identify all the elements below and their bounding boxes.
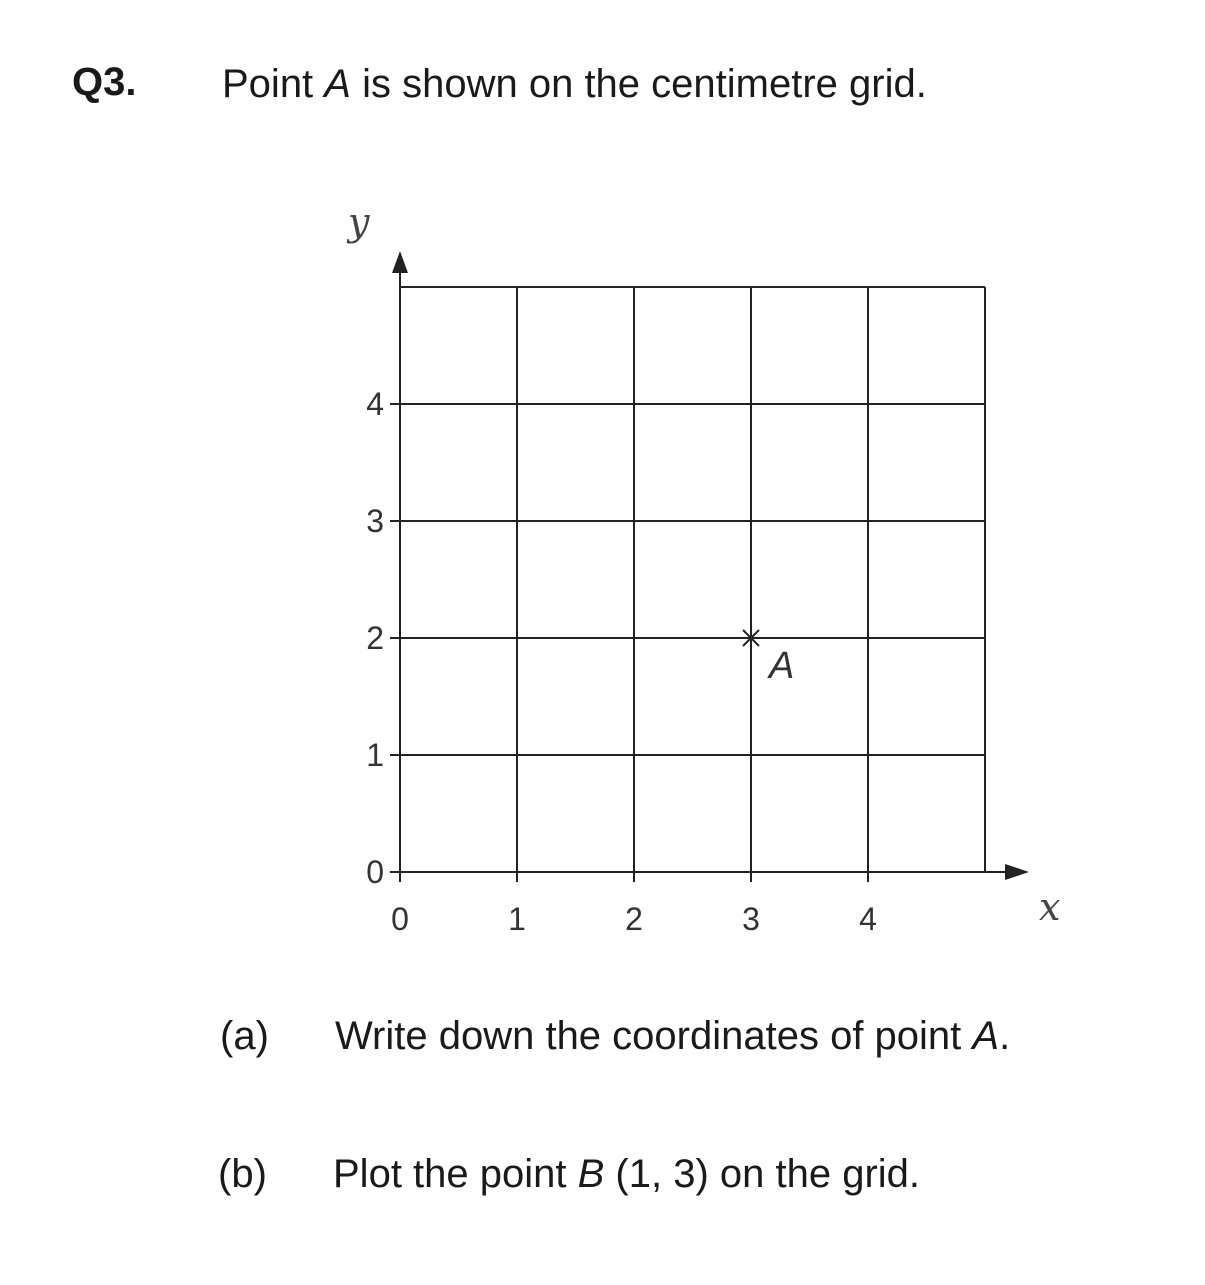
- question-text-before: Point: [222, 62, 325, 106]
- y-tick-label-3: 3: [366, 503, 384, 539]
- y-tick-label-0: 0: [366, 854, 384, 890]
- x-axis-label: x: [1039, 885, 1061, 929]
- question-number: Q3.: [72, 60, 137, 104]
- part-a-text: [335, 1016, 1010, 1056]
- part-b-text-before: Plot the point: [333, 1152, 578, 1196]
- x-tick-label-3: 3: [742, 901, 760, 937]
- y-tick-label-4: 4: [366, 386, 384, 422]
- part-a-text-before: Write down the coordinates of point: [335, 1014, 973, 1058]
- x-axis-arrow-icon: [1005, 864, 1029, 880]
- question-point-name: A: [324, 62, 351, 106]
- y-axis-label: y: [348, 200, 370, 244]
- question-text-after: is shown on the centimetre grid.: [350, 62, 927, 106]
- part-b-text: [333, 1154, 920, 1194]
- part-b-text-after: (1, 3) on the grid.: [604, 1152, 921, 1196]
- part-a-italic: A: [972, 1014, 1000, 1058]
- x-tick-label-0: 0: [391, 901, 409, 937]
- y-tick-label-2: 2: [366, 620, 384, 656]
- part-a-text-after: .: [999, 1014, 1011, 1058]
- part-b-italic: B: [577, 1152, 605, 1196]
- point-A-label: A: [769, 645, 795, 687]
- x-tick-label-4: 4: [859, 901, 877, 937]
- part-b-label: (b): [218, 1152, 267, 1196]
- y-axis-arrow-icon: [392, 251, 408, 273]
- y-tick-label-1: 1: [366, 737, 384, 773]
- x-tick-label-1: 1: [508, 901, 526, 937]
- part-a-label: (a): [220, 1014, 269, 1058]
- x-tick-label-2: 2: [625, 901, 643, 937]
